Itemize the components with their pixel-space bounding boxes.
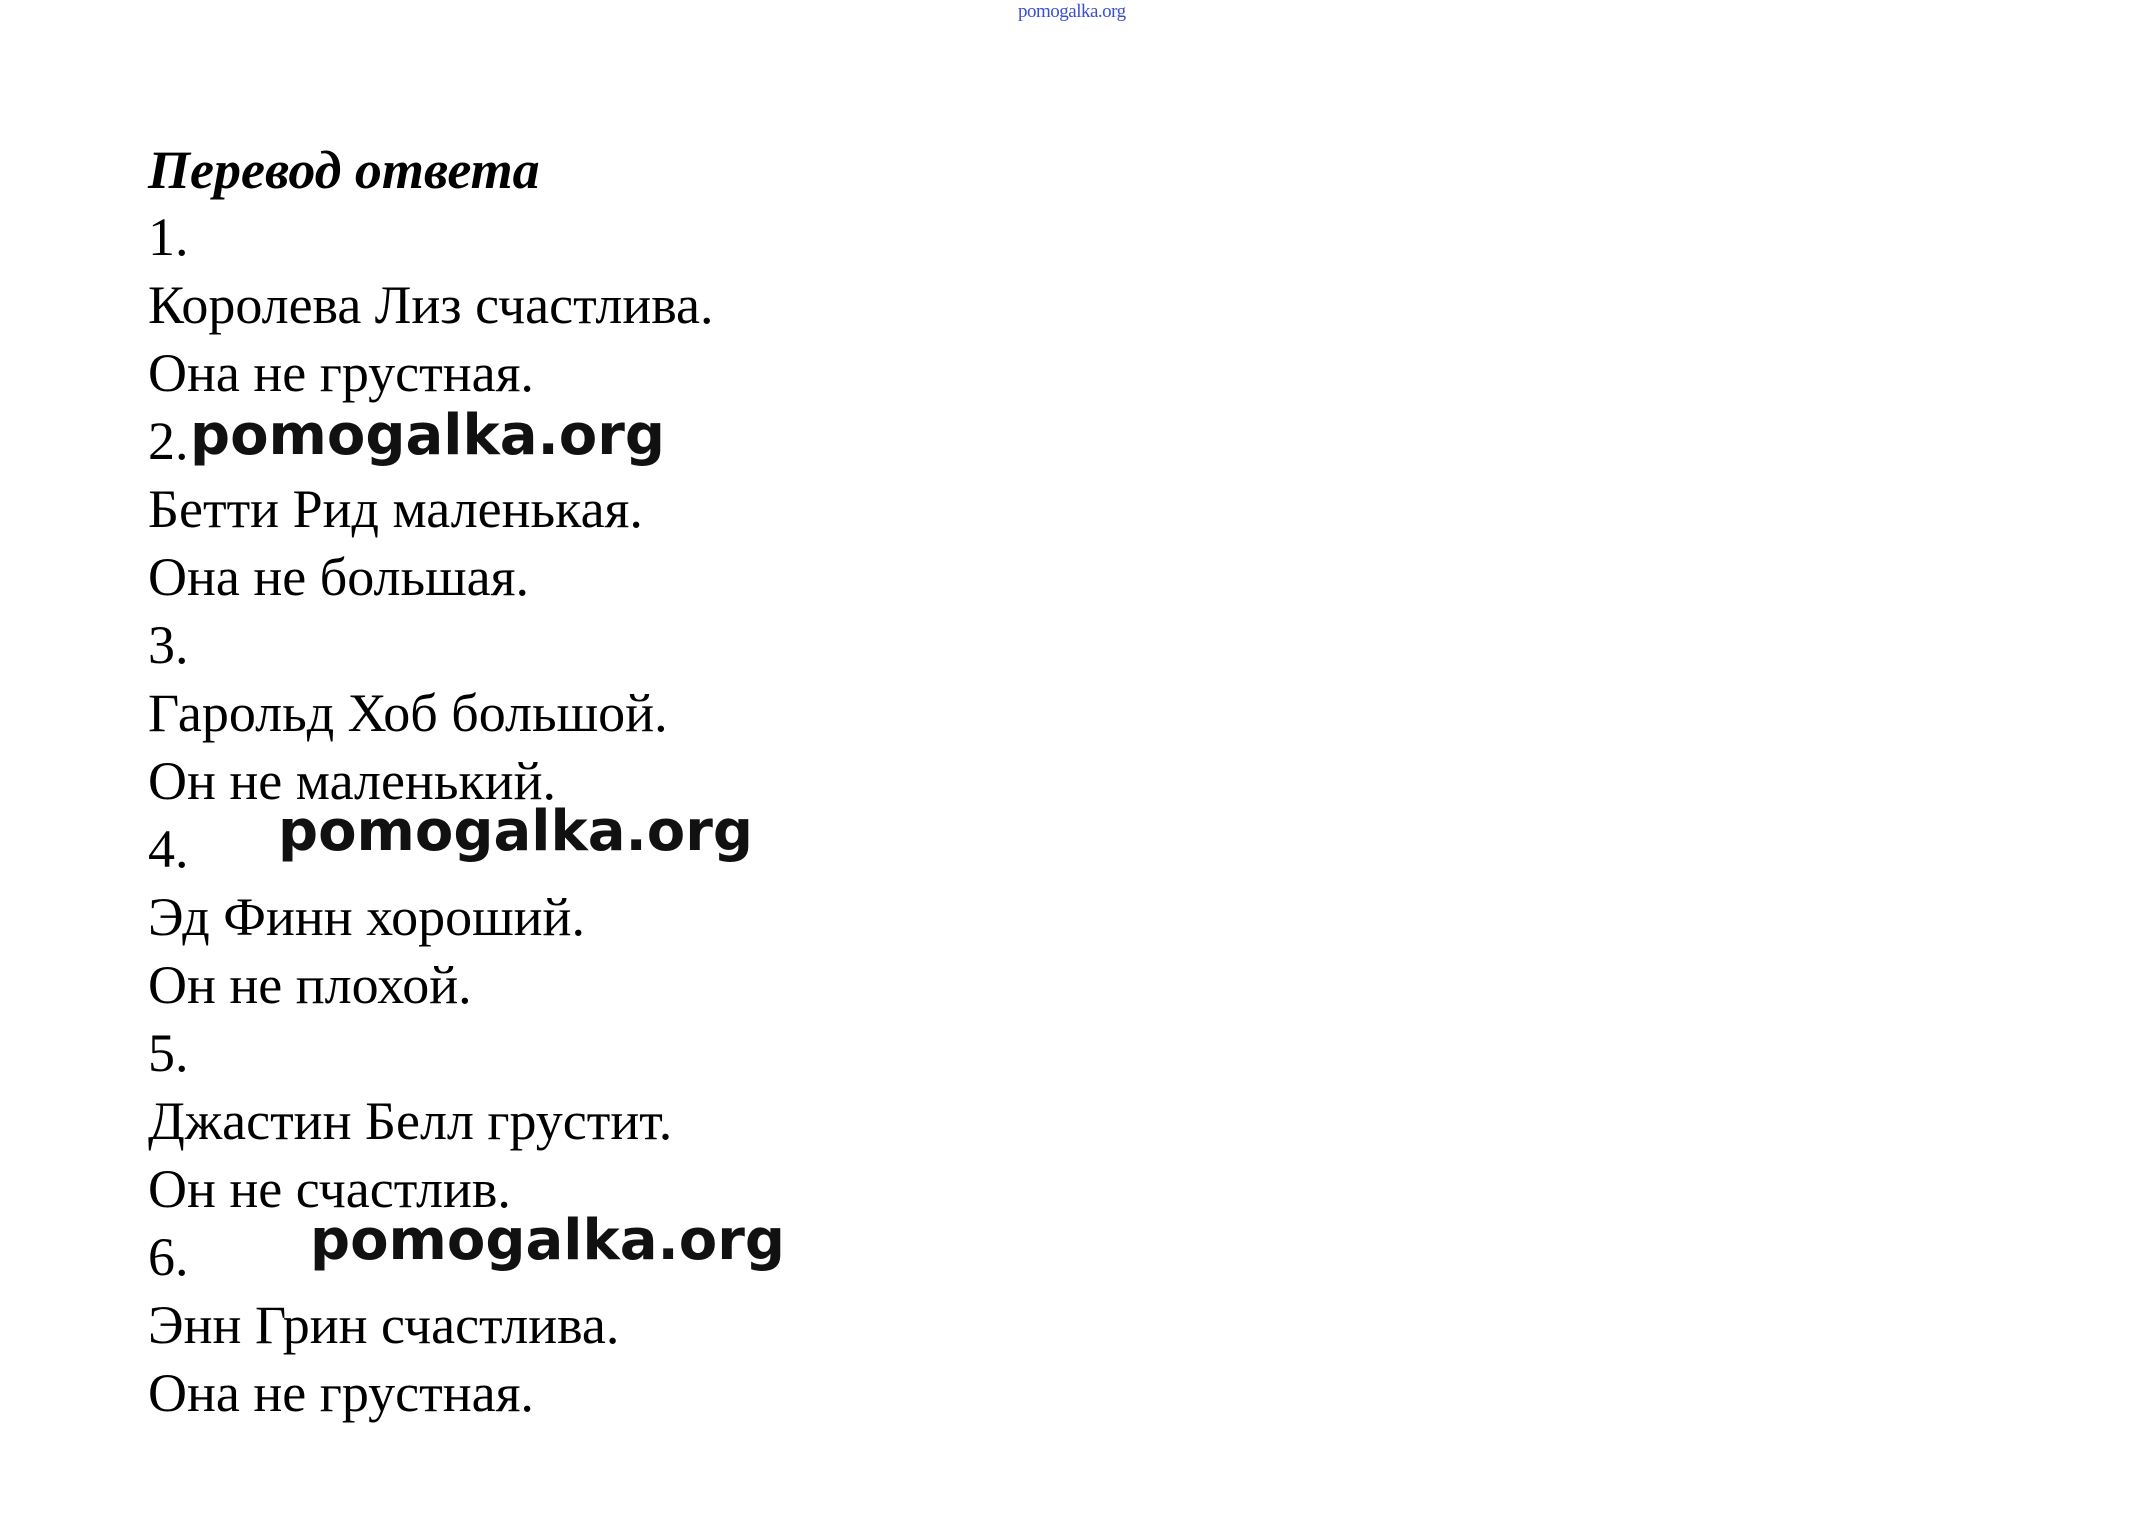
item-sentence: Энн Грин счастлива. [148,1295,620,1355]
item-sentence: Она не грустная. [148,1363,534,1423]
watermark-text: pomogalka.org [190,403,665,468]
item-sentence: Он не плохой. [148,955,472,1015]
page-title: Перевод ответа [148,140,540,200]
item-sentence: Он не маленький. [148,751,556,811]
item-number: 4. [148,819,189,879]
item-sentence: Она не большая. [148,547,529,607]
item-number: 5. [148,1023,189,1083]
item-sentence: Бетти Рид маленькая. [148,479,643,539]
site-link[interactable]: pomogalka.org [1018,1,1126,22]
item-number: 6. [148,1227,189,1287]
item-sentence: Он не счастлив. [148,1159,511,1219]
watermark-text: pomogalka.org [278,799,753,864]
item-sentence: Эд Финн хороший. [148,887,585,947]
item-sentence: Гарольд Хоб большой. [148,683,668,743]
item-number: 3. [148,615,189,675]
item-sentence: Джастин Белл грустит. [148,1091,673,1151]
item-sentence: Она не грустная. [148,343,534,403]
item-number: 1. [148,207,189,267]
watermark-text: pomogalka.org [310,1208,785,1273]
item-sentence: Королева Лиз счастлива. [148,275,714,335]
item-number: 2. [148,411,189,471]
